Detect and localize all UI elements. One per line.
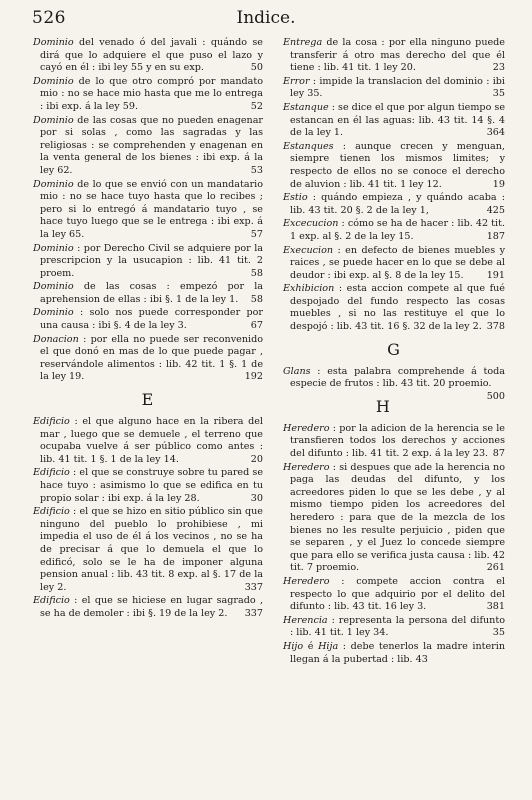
entry-text: : por ella no puede ser reconvenido el que donó en mas de lo que puede pagar , reservándole alimentos : lib. 42 tit. 1 §. 1 de la ley 19.: [40, 333, 263, 383]
entry-text: de las cosas : empezó por la aprehension de ellas : ibi §. 1 de la ley 1.: [40, 281, 263, 305]
index-entry: [283, 462, 505, 575]
index-entry: [33, 467, 263, 505]
entry-text: : si despues que ade la herencia no paga las deudas del difunto, y los acreedores piden lo que se les debe , y al mismo tiempo piden los acreedores del heredero : para que de la mezcla de los bienes no les resulte perjuicio , piden que se separen , y el Juez lo concede siempre que para ello se verifica justa causa : lib. 42 tit. 7 proemio.: [290, 461, 505, 574]
entry-headword: Dominio: [33, 37, 74, 48]
entry-headword: Edificio: [33, 506, 70, 518]
index-entry: [33, 179, 263, 242]
entry-headword: Donacion: [33, 333, 79, 345]
entry-page-reference: 191: [486, 269, 505, 281]
entry-page-reference: 500: [486, 390, 505, 402]
running-head: Indice.: [236, 8, 296, 28]
index-entry: [283, 218, 505, 243]
entry-text: de lo que otro compró por mandato mio : no se hace mio hasta que me lo entrega : ibi exp. á la ley 59.: [40, 75, 263, 112]
entry-page-reference: 19: [492, 178, 505, 190]
entry-page-reference: 87: [492, 448, 505, 460]
entry-page-reference: 50: [250, 62, 263, 74]
entry-headword: Entrega: [283, 37, 323, 48]
entry-text: : esta accion compete al que fué despojado del fundo respecto las cosas muebles , si no las restituye el que lo despojó : lib. 43 tit. 16 §. 32 de la ley 2.: [290, 283, 505, 333]
index-entry: [283, 141, 505, 191]
index-entry: [283, 615, 505, 640]
index-entry: [33, 37, 263, 75]
index-entry: [283, 423, 505, 461]
entry-page-reference: 35: [492, 627, 505, 639]
index-entry: [33, 243, 263, 281]
entry-text: de las cosas que no pueden enagenar por si solas , como las sagradas y las religiosas : se comprehenden y enagenan en la venta general de los bienes : ibi exp. á la ley 62.: [40, 114, 263, 176]
entry-headword: Exhibicion: [283, 283, 335, 295]
entry-text: : debe tenerlos la madre interin llegan á la pubertad : lib. 43: [290, 640, 505, 665]
entry-page-reference: 23: [492, 62, 505, 74]
entry-headword: Estio: [283, 192, 308, 204]
entry-text: : cómo se ha de hacer : lib. 42 tit. 1 exp. al §. 2 de la ley 15.: [290, 218, 505, 242]
index-entry: [33, 307, 263, 332]
entry-page-reference: 364: [486, 127, 505, 139]
entry-text: : solo nos puede corresponder por una causa : ibi §. 4 de la ley 3.: [40, 307, 263, 332]
entry-page-reference: 378: [486, 321, 505, 333]
entry-headword: Edificio: [33, 467, 70, 479]
index-entry: [283, 245, 505, 283]
entry-headword: Edificio: [33, 416, 70, 428]
index-column-right: [283, 37, 505, 667]
entry-page-reference: 67: [250, 320, 263, 332]
index-entry: [33, 334, 263, 384]
entry-text: de la cosa : por ella ninguno puede transferir á otro mas derecho del que él tiene : lib. 41 tit. 1 ley 20.: [290, 37, 505, 74]
entry-page-reference: 425: [486, 204, 505, 216]
index-entry: [33, 595, 263, 620]
entry-text: : se dice el que por algun tiempo se estancan en él las aguas: lib. 43 tit. 14 §. 4 de la ley 1.: [290, 101, 505, 139]
index-entry: [33, 115, 263, 178]
entry-text: de lo que se envió con un mandatario mio : no se hace tuyo hasta que lo recibes ; pero si lo entregó á mandatario tuyo , se hace tuyo luego que se le entrega : ibi exp. á la ley 65.: [40, 178, 263, 240]
entry-headword: Glans: [283, 365, 311, 377]
entry-headword: Excecucion: [283, 218, 339, 230]
entry-text: : por Derecho Civil se adquiere por la prescripcion y la usucapion : lib. 41 tit. 2 proem.: [40, 242, 263, 279]
entry-headword-conjunction: é: [303, 640, 319, 652]
entry-headword: Execucion: [283, 244, 334, 256]
entry-page-reference: 187: [486, 230, 505, 242]
entry-text: : aunque crecen y menguan, siempre tienen los mismos limites; y respecto de ellos no se conoce el derecho de aluvion : lib. 41 tit. 1 ley 12.: [290, 140, 505, 190]
entry-text: : el que se construye sobre tu pared se hace tuyo : asimismo lo que se edifica en tu propio solar : ibi exp. á la ley 28.: [40, 467, 263, 504]
entry-text: : el que alguno hace en la ribera del mar , luego que se demuele , el terreno que ocupaba vuelve á ser público como antes : lib. 41 tit. 1 §. 1 de la ley 14.: [40, 416, 263, 465]
entry-headword: Estanque: [283, 101, 329, 113]
entry-headword: Heredero: [283, 422, 330, 434]
entry-text: del venado ó del javali : quándo se dirá que lo adquiere el que puso el lazo y cayó en él : ibi ley 55 y en su exp.: [40, 37, 263, 74]
entry-headword: Herencia: [283, 614, 328, 626]
index-entry: [33, 416, 263, 466]
section-letter: H: [375, 396, 391, 416]
entry-text: : esta palabra comprehende á toda especie de frutos : lib. 43 tit. 20 proemio.: [290, 365, 505, 390]
entry-page-reference: 52: [250, 100, 263, 112]
index-entry: [283, 37, 505, 75]
entry-headword: Dominio: [33, 307, 74, 319]
entry-headword-secondary: Hija: [318, 640, 339, 652]
entry-page-reference: 20: [250, 453, 263, 465]
entry-page-reference: 261: [486, 562, 505, 574]
entry-page-reference: 35: [492, 88, 505, 100]
section-letter: G: [387, 339, 401, 359]
index-entry: [283, 641, 505, 666]
index-entry: [33, 281, 263, 306]
entry-headword: Heredero: [283, 575, 330, 587]
entry-page-reference: 53: [250, 164, 263, 176]
entry-headword: Hijo: [283, 640, 304, 652]
entry-text: : compete accion contra el respecto lo que adquirio por el delito del difunto : lib. 43 tit. 16 ley 3.: [290, 575, 505, 613]
entry-page-reference: 57: [250, 228, 263, 240]
entry-text: : por la adicion de la herencia se le transfieren todos los derechos y acciones del difunto : lib. 41 tit. 2 exp. á la ley 23.: [290, 422, 505, 460]
entry-headword: Error: [283, 75, 310, 87]
entry-headword: Dominio: [33, 242, 74, 254]
entry-page-reference: 58: [250, 267, 263, 279]
index-entry: [283, 283, 505, 333]
index-entry: [283, 192, 505, 217]
entry-text: : representa la persona del difunto : lib. 41 tit. 1 ley 34.: [290, 614, 505, 639]
index-entry: [33, 506, 263, 594]
entry-page-reference: 337: [244, 607, 263, 619]
section-letter: E: [141, 390, 155, 410]
index-entry: [33, 76, 263, 114]
page-number: 526: [32, 8, 66, 28]
index-column-left: [33, 37, 263, 622]
entry-headword: Heredero: [283, 461, 330, 473]
index-entry: [283, 76, 505, 101]
index-entry: [283, 102, 505, 140]
entry-page-reference: 381: [486, 601, 505, 613]
entry-headword: Dominio: [33, 75, 74, 87]
entry-text: : el que se hiciese en lugar sagrado , se ha de demoler : ibi §. 19 de la ley 2.: [40, 595, 263, 619]
entry-page-reference: 58: [250, 293, 263, 305]
entry-headword: Dominio: [33, 114, 74, 126]
entry-text: : en defecto de bienes muebles y raices , se puede hacer en lo que se debe al deudor : ibi exp. al §. 8 de la ley 15.: [290, 244, 505, 281]
index-entry: [283, 365, 505, 402]
entry-headword: Dominio: [33, 178, 74, 190]
entry-text: : impide la translacion del dominio : ibi ley 35.: [290, 75, 505, 100]
index-entry: [283, 576, 505, 614]
entry-text: : el que se hizo en sitio público sin que ninguno del pueblo lo prohibiese , mi impedia el uso de él á los vecinos , no se ha de precisar á que lo demuela el que lo edificó, solo se le ha de imponer alguna pension anual : lib. 43 tit. 8 exp. al §. 17 de la ley 2.: [40, 506, 263, 593]
entry-page-reference: 337: [244, 581, 263, 593]
entry-headword: Estanques: [283, 140, 334, 152]
entry-headword: Edificio: [33, 595, 70, 607]
entry-page-reference: 192: [244, 371, 263, 383]
entry-page-reference: 30: [250, 492, 263, 504]
entry-text: : quándo empieza , y quándo acaba : lib. 43 tit. 20 §. 2 de la ley 1,: [290, 192, 505, 216]
entry-headword: Dominio: [33, 281, 74, 293]
